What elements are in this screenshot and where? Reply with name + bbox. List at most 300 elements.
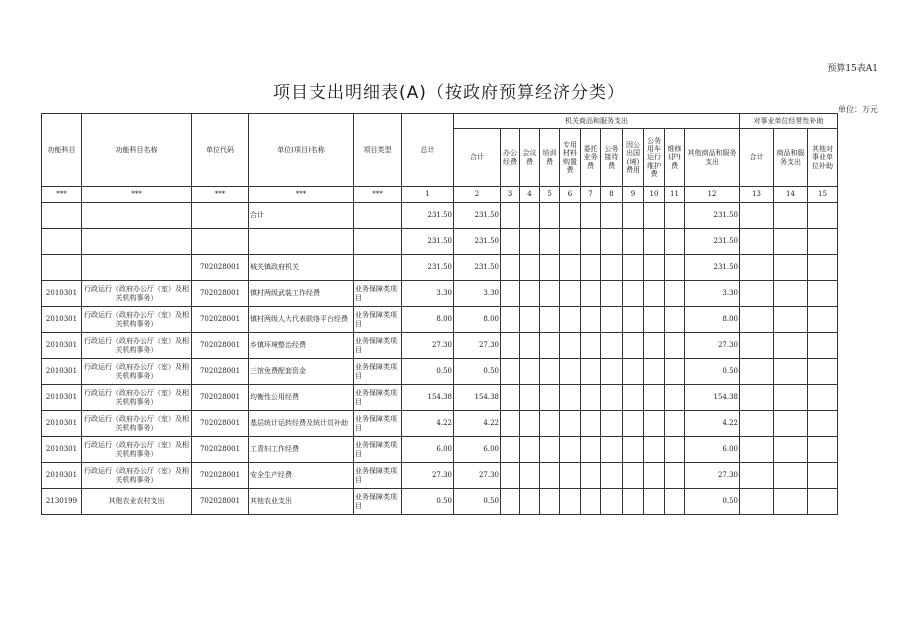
column-number: 1 (402, 187, 454, 203)
cell-func-code: 2010301 (42, 463, 82, 489)
star-cell: *** (82, 187, 192, 203)
table-row (42, 281, 838, 307)
header-vehicle: 公务用车运行维护费 (644, 129, 665, 187)
star-cell: *** (42, 187, 82, 203)
cell-empty (740, 489, 774, 515)
cell-other-goods: 0.50 (685, 489, 740, 515)
cell-sum: 231.50 (454, 229, 501, 255)
cell-empty (774, 333, 808, 359)
cell-sum: 231.50 (454, 255, 501, 281)
cell-empty (601, 489, 623, 515)
header-office: 办公经费 (501, 129, 520, 187)
cell-empty (560, 203, 581, 229)
cell-sum: 0.50 (454, 489, 501, 515)
cell-proj-type (354, 203, 402, 229)
cell-empty (808, 489, 838, 515)
cell-empty (581, 411, 601, 437)
cell-func-name (82, 229, 192, 255)
table-row (42, 229, 838, 255)
cell-proj-type (354, 229, 402, 255)
cell-empty (501, 489, 520, 515)
cell-empty (665, 463, 685, 489)
cell-empty (501, 359, 520, 385)
cell-empty (581, 333, 601, 359)
cell-empty (644, 411, 665, 437)
cell-empty (540, 203, 560, 229)
column-number: 13 (740, 187, 774, 203)
cell-empty (808, 463, 838, 489)
cell-total: 231.50 (402, 255, 454, 281)
cell-unit-name: 镇村两级人大代表联络平台经费 (249, 307, 354, 333)
cell-func-name (82, 255, 192, 281)
cell-empty (740, 307, 774, 333)
cell-sum: 231.50 (454, 203, 501, 229)
column-number: 11 (665, 187, 685, 203)
cell-empty (808, 359, 838, 385)
cell-empty (644, 333, 665, 359)
cell-proj-type: 业务保障类项目 (354, 411, 402, 437)
cell-total: 0.50 (402, 489, 454, 515)
header-other-goods: 其他商品和服务支出 (685, 129, 740, 187)
cell-empty (623, 203, 644, 229)
cell-empty (774, 489, 808, 515)
column-number: 4 (520, 187, 540, 203)
cell-empty (540, 437, 560, 463)
cell-empty (601, 411, 623, 437)
cell-unit-name: 基层统计运转经费及统计员补助 (249, 411, 354, 437)
cell-empty (601, 229, 623, 255)
cell-other-goods: 154.38 (685, 385, 740, 411)
cell-empty (808, 437, 838, 463)
cell-empty (740, 333, 774, 359)
cell-empty (623, 489, 644, 515)
header-total: 总计 (402, 114, 454, 187)
cell-empty (520, 359, 540, 385)
cell-unit-code: 702028001 (192, 333, 249, 359)
cell-sum: 4.22 (454, 411, 501, 437)
cell-empty (774, 463, 808, 489)
cell-total: 154.38 (402, 385, 454, 411)
cell-func-name: 行政运行（政府办公厅（室）及相关机构事务） (82, 333, 192, 359)
cell-empty (774, 203, 808, 229)
cell-empty (601, 385, 623, 411)
cell-empty (623, 307, 644, 333)
cell-empty (581, 281, 601, 307)
cell-other-goods: 27.30 (685, 333, 740, 359)
cell-total: 231.50 (402, 203, 454, 229)
cell-empty (644, 385, 665, 411)
cell-empty (808, 333, 838, 359)
cell-sum: 0.50 (454, 359, 501, 385)
cell-other-goods: 0.50 (685, 359, 740, 385)
cell-empty (623, 463, 644, 489)
cell-empty (644, 281, 665, 307)
cell-empty (520, 489, 540, 515)
header-group-goods-services: 机关商品和服务支出 (454, 114, 740, 129)
header-training: 培训费 (540, 129, 560, 187)
cell-empty (601, 333, 623, 359)
cell-empty (774, 281, 808, 307)
cell-empty (644, 203, 665, 229)
cell-empty (501, 385, 520, 411)
cell-empty (808, 229, 838, 255)
unit-label: 单位：万元 (838, 105, 878, 114)
cell-unit-name: 安全生产经费 (249, 463, 354, 489)
cell-func-code: 2010301 (42, 437, 82, 463)
cell-unit-code: 702028001 (192, 463, 249, 489)
cell-empty (601, 203, 623, 229)
cell-empty (774, 411, 808, 437)
cell-empty (644, 359, 665, 385)
header-abroad: 因公出国(境)费用 (623, 129, 644, 187)
header-unit-code: 单位代码 (192, 114, 249, 187)
cell-empty (540, 385, 560, 411)
cell-unit-code: 702028001 (192, 255, 249, 281)
cell-empty (581, 255, 601, 281)
cell-func-name: 行政运行（政府办公厅（室）及相关机构事务） (82, 437, 192, 463)
cell-empty (501, 229, 520, 255)
cell-empty (560, 359, 581, 385)
header-subsidy-goods: 商品和服务支出 (774, 129, 808, 187)
cell-func-name: 行政运行（政府办公厅（室）及相关机构事务） (82, 463, 192, 489)
column-number: 3 (501, 187, 520, 203)
star-cell: *** (354, 187, 402, 203)
cell-empty (623, 255, 644, 281)
cell-unit-code: 702028001 (192, 437, 249, 463)
cell-empty (581, 489, 601, 515)
cell-empty (540, 359, 560, 385)
cell-empty (560, 385, 581, 411)
cell-proj-type: 业务保障类项目 (354, 489, 402, 515)
cell-sum: 6.00 (454, 437, 501, 463)
cell-empty (501, 437, 520, 463)
header-entrust: 委托业务费 (581, 129, 601, 187)
cell-unit-name: 镇村两级武装工作经费 (249, 281, 354, 307)
cell-empty (808, 255, 838, 281)
cell-func-name: 行政运行（政府办公厅（室）及相关机构事务） (82, 359, 192, 385)
cell-empty (581, 463, 601, 489)
cell-empty (665, 203, 685, 229)
cell-empty (520, 411, 540, 437)
cell-empty (623, 333, 644, 359)
cell-empty (540, 255, 560, 281)
cell-total: 4.22 (402, 411, 454, 437)
cell-sum: 27.30 (454, 333, 501, 359)
table-row (42, 359, 838, 385)
cell-empty (601, 281, 623, 307)
table-row (42, 463, 838, 489)
cell-proj-type: 业务保障类项目 (354, 385, 402, 411)
cell-unit-name: 城关镇政府机关 (249, 255, 354, 281)
cell-other-goods: 27.30 (685, 463, 740, 489)
cell-empty (665, 437, 685, 463)
cell-empty (740, 359, 774, 385)
form-number: 预算15表A1 (827, 64, 878, 74)
table-row (42, 333, 838, 359)
cell-empty (560, 437, 581, 463)
cell-empty (501, 255, 520, 281)
cell-sum: 27.30 (454, 463, 501, 489)
cell-other-goods: 231.50 (685, 229, 740, 255)
cell-func-name (82, 203, 192, 229)
cell-unit-code (192, 229, 249, 255)
cell-total: 231.50 (402, 229, 454, 255)
cell-empty (808, 411, 838, 437)
cell-empty (665, 489, 685, 515)
cell-proj-type: 业务保障类项目 (354, 307, 402, 333)
cell-empty (774, 307, 808, 333)
cell-empty (560, 255, 581, 281)
column-number: 8 (601, 187, 623, 203)
cell-empty (601, 359, 623, 385)
column-number-row (42, 187, 838, 203)
column-number: 9 (623, 187, 644, 203)
cell-func-name: 行政运行（政府办公厅（室）及相关机构事务） (82, 281, 192, 307)
cell-empty (665, 229, 685, 255)
header-subsidy-sum: 合计 (740, 129, 774, 187)
cell-empty (520, 307, 540, 333)
cell-empty (665, 411, 685, 437)
cell-func-code (42, 255, 82, 281)
cell-unit-name: 工青妇工作经费 (249, 437, 354, 463)
cell-sum: 3.30 (454, 281, 501, 307)
cell-unit-name: 三馆免费配套资金 (249, 359, 354, 385)
column-number: 12 (685, 187, 740, 203)
cell-empty (808, 203, 838, 229)
cell-sum: 8.00 (454, 307, 501, 333)
table-row (42, 307, 838, 333)
header-subsidy-other: 其他对事业单位补助 (808, 129, 838, 187)
cell-empty (520, 281, 540, 307)
cell-proj-type: 业务保障类项目 (354, 463, 402, 489)
cell-func-code: 2010301 (42, 385, 82, 411)
cell-empty (623, 385, 644, 411)
cell-sum: 154.38 (454, 385, 501, 411)
cell-func-name: 行政运行（政府办公厅（室）及相关机构事务） (82, 411, 192, 437)
table-row (42, 255, 838, 281)
cell-empty (520, 203, 540, 229)
cell-empty (740, 411, 774, 437)
cell-unit-name: 其他农业支出 (249, 489, 354, 515)
cell-empty (623, 229, 644, 255)
cell-empty (740, 437, 774, 463)
cell-empty (581, 307, 601, 333)
cell-empty (540, 307, 560, 333)
cell-other-goods: 6.00 (685, 437, 740, 463)
table-row (42, 437, 838, 463)
cell-total: 3.30 (402, 281, 454, 307)
cell-func-code: 2010301 (42, 281, 82, 307)
cell-unit-code: 702028001 (192, 385, 249, 411)
cell-empty (581, 229, 601, 255)
cell-empty (540, 281, 560, 307)
header-sum: 合计 (454, 129, 501, 187)
cell-empty (560, 281, 581, 307)
cell-empty (740, 255, 774, 281)
cell-empty (665, 359, 685, 385)
cell-empty (740, 463, 774, 489)
table-row (42, 411, 838, 437)
cell-empty (623, 437, 644, 463)
cell-empty (774, 255, 808, 281)
cell-func-code: 2010301 (42, 307, 82, 333)
column-number: 7 (581, 187, 601, 203)
page-title: 项目支出明细表(A)（按政府预算经济分类） (273, 83, 625, 103)
cell-empty (644, 437, 665, 463)
header-meeting: 会议费 (520, 129, 540, 187)
cell-empty (774, 229, 808, 255)
cell-proj-type (354, 255, 402, 281)
cell-func-name: 行政运行（政府办公厅（室）及相关机构事务） (82, 385, 192, 411)
cell-empty (774, 385, 808, 411)
cell-empty (540, 411, 560, 437)
cell-unit-code: 702028001 (192, 281, 249, 307)
cell-func-code: 2130199 (42, 489, 82, 515)
cell-empty (665, 307, 685, 333)
cell-empty (623, 359, 644, 385)
header-reception: 公务接待费 (601, 129, 623, 187)
cell-empty (644, 489, 665, 515)
column-number: 2 (454, 187, 501, 203)
cell-empty (644, 255, 665, 281)
header-func-code: 功能科目 (42, 114, 82, 187)
column-number: 14 (774, 187, 808, 203)
header-repair: 维修(护)费 (665, 129, 685, 187)
star-cell: *** (249, 187, 354, 203)
cell-empty (740, 385, 774, 411)
cell-empty (665, 333, 685, 359)
cell-empty (644, 229, 665, 255)
cell-unit-name: 乡镇环境整治经费 (249, 333, 354, 359)
cell-empty (808, 385, 838, 411)
cell-proj-type: 业务保障类项目 (354, 437, 402, 463)
cell-empty (560, 489, 581, 515)
cell-empty (740, 281, 774, 307)
table-row (42, 489, 838, 515)
cell-empty (501, 307, 520, 333)
column-number: 5 (540, 187, 560, 203)
cell-empty (740, 229, 774, 255)
expenditure-table (41, 113, 838, 515)
cell-total: 6.00 (402, 437, 454, 463)
cell-total: 8.00 (402, 307, 454, 333)
cell-func-name: 其他农业农村支出 (82, 489, 192, 515)
cell-empty (623, 411, 644, 437)
cell-empty (740, 203, 774, 229)
cell-total: 27.30 (402, 333, 454, 359)
cell-empty (665, 255, 685, 281)
cell-empty (601, 255, 623, 281)
cell-proj-type: 业务保障类项目 (354, 333, 402, 359)
cell-empty (501, 281, 520, 307)
cell-func-code (42, 229, 82, 255)
cell-empty (560, 307, 581, 333)
table-row (42, 203, 838, 229)
cell-empty (520, 385, 540, 411)
cell-empty (520, 437, 540, 463)
star-cell: *** (192, 187, 249, 203)
cell-unit-code (192, 203, 249, 229)
cell-empty (644, 463, 665, 489)
cell-empty (601, 307, 623, 333)
column-number: 10 (644, 187, 665, 203)
cell-empty (560, 411, 581, 437)
header-proj-type: 项目类型 (354, 114, 402, 187)
cell-empty (520, 333, 540, 359)
cell-empty (581, 359, 601, 385)
cell-other-goods: 8.00 (685, 307, 740, 333)
cell-empty (501, 411, 520, 437)
cell-other-goods: 231.50 (685, 203, 740, 229)
cell-total: 27.30 (402, 463, 454, 489)
cell-empty (520, 255, 540, 281)
cell-unit-code: 702028001 (192, 359, 249, 385)
cell-empty (581, 203, 601, 229)
cell-other-goods: 3.30 (685, 281, 740, 307)
cell-func-name: 行政运行（政府办公厅（室）及相关机构事务） (82, 307, 192, 333)
cell-empty (540, 489, 560, 515)
table-body (42, 203, 838, 515)
cell-empty (520, 463, 540, 489)
cell-proj-type: 业务保障类项目 (354, 281, 402, 307)
cell-unit-code: 702028001 (192, 489, 249, 515)
cell-empty (665, 281, 685, 307)
cell-empty (560, 333, 581, 359)
cell-unit-code: 702028001 (192, 307, 249, 333)
cell-empty (808, 307, 838, 333)
column-number: 6 (560, 187, 581, 203)
cell-empty (581, 437, 601, 463)
cell-func-code: 2010301 (42, 333, 82, 359)
cell-empty (774, 437, 808, 463)
cell-total: 0.50 (402, 359, 454, 385)
cell-empty (540, 333, 560, 359)
cell-empty (665, 385, 685, 411)
cell-empty (540, 463, 560, 489)
cell-empty (560, 463, 581, 489)
cell-func-code: 2010301 (42, 411, 82, 437)
cell-empty (560, 229, 581, 255)
table-row (42, 385, 838, 411)
cell-empty (520, 229, 540, 255)
header-group-subsidy: 对事业单位经常性补助 (740, 114, 838, 129)
cell-empty (808, 281, 838, 307)
cell-empty (644, 307, 665, 333)
cell-empty (774, 359, 808, 385)
cell-unit-code: 702028001 (192, 411, 249, 437)
cell-empty (581, 385, 601, 411)
cell-empty (601, 463, 623, 489)
column-number: 15 (808, 187, 838, 203)
cell-unit-name: 均衡性公用经费 (249, 385, 354, 411)
cell-empty (623, 281, 644, 307)
cell-empty (501, 463, 520, 489)
cell-unit-name (249, 229, 354, 255)
cell-empty (601, 437, 623, 463)
cell-empty (540, 229, 560, 255)
cell-empty (501, 203, 520, 229)
cell-func-code (42, 203, 82, 229)
cell-unit-name: 合计 (249, 203, 354, 229)
header-unit-name: 单位(项目)名称 (249, 114, 354, 187)
header-func-name: 功能科目名称 (82, 114, 192, 187)
header-material: 专用材料购置费 (560, 129, 581, 187)
cell-func-code: 2010301 (42, 359, 82, 385)
cell-other-goods: 231.50 (685, 255, 740, 281)
cell-proj-type: 业务保障类项目 (354, 359, 402, 385)
cell-other-goods: 4.22 (685, 411, 740, 437)
cell-empty (501, 333, 520, 359)
